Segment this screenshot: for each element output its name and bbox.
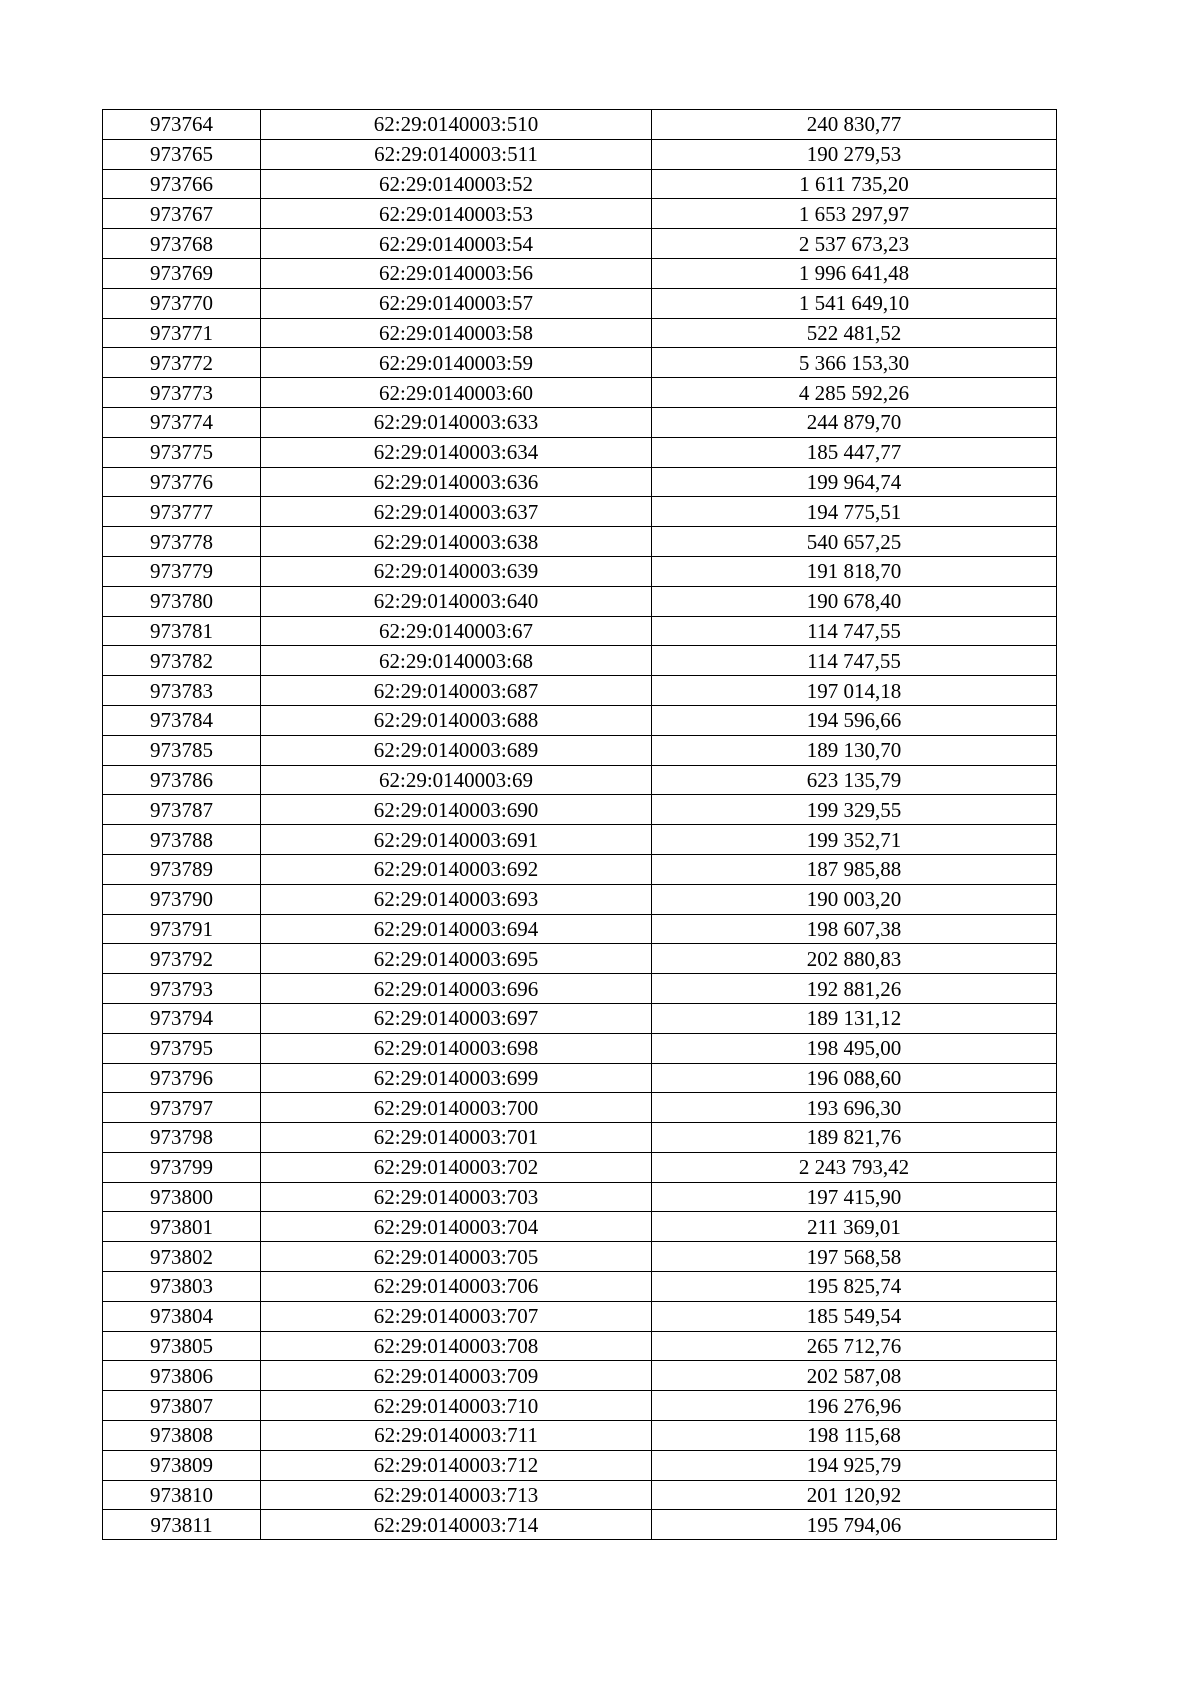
cadastral-value-cell: 185 447,77 bbox=[652, 437, 1057, 467]
cadastral-value-cell: 198 115,68 bbox=[652, 1421, 1057, 1451]
cadastral-number-cell: 62:29:0140003:701 bbox=[261, 1123, 652, 1153]
table-row bbox=[103, 199, 1057, 229]
record-number-cell: 973772 bbox=[103, 348, 261, 378]
table-row bbox=[103, 378, 1057, 408]
cadastral-value-cell: 1 653 297,97 bbox=[652, 199, 1057, 229]
table-row bbox=[103, 974, 1057, 1004]
cadastral-value-cell: 2 537 673,23 bbox=[652, 229, 1057, 259]
record-number-cell: 973780 bbox=[103, 586, 261, 616]
cadastral-number-cell: 62:29:0140003:710 bbox=[261, 1391, 652, 1421]
record-number-cell: 973778 bbox=[103, 527, 261, 557]
cadastral-number-cell: 62:29:0140003:688 bbox=[261, 705, 652, 735]
table-row bbox=[103, 616, 1057, 646]
cadastral-value-cell: 244 879,70 bbox=[652, 407, 1057, 437]
cadastral-value-cell: 198 607,38 bbox=[652, 914, 1057, 944]
table-row bbox=[103, 1212, 1057, 1242]
table-row bbox=[103, 497, 1057, 527]
table-row bbox=[103, 139, 1057, 169]
table-row bbox=[103, 1003, 1057, 1033]
record-number-cell: 973810 bbox=[103, 1480, 261, 1510]
cadastral-value-cell: 197 568,58 bbox=[652, 1242, 1057, 1272]
cadastral-value-cell: 522 481,52 bbox=[652, 318, 1057, 348]
table-row bbox=[103, 1272, 1057, 1302]
cadastral-number-cell: 62:29:0140003:712 bbox=[261, 1450, 652, 1480]
cadastral-number-cell: 62:29:0140003:704 bbox=[261, 1212, 652, 1242]
cadastral-value-cell: 1 996 641,48 bbox=[652, 258, 1057, 288]
cadastral-value-cell: 198 495,00 bbox=[652, 1033, 1057, 1063]
cadastral-value-cell: 5 366 153,30 bbox=[652, 348, 1057, 378]
cadastral-value-cell: 114 747,55 bbox=[652, 646, 1057, 676]
record-number-cell: 973775 bbox=[103, 437, 261, 467]
record-number-cell: 973795 bbox=[103, 1033, 261, 1063]
record-number-cell: 973804 bbox=[103, 1301, 261, 1331]
cadastral-number-cell: 62:29:0140003:694 bbox=[261, 914, 652, 944]
cadastral-value-cell: 194 596,66 bbox=[652, 705, 1057, 735]
record-number-cell: 973784 bbox=[103, 705, 261, 735]
cadastral-number-cell: 62:29:0140003:640 bbox=[261, 586, 652, 616]
cadastral-value-cell: 265 712,76 bbox=[652, 1331, 1057, 1361]
record-number-cell: 973792 bbox=[103, 944, 261, 974]
table-row bbox=[103, 1093, 1057, 1123]
cadastral-value-cell: 195 825,74 bbox=[652, 1272, 1057, 1302]
record-number-cell: 973776 bbox=[103, 467, 261, 497]
cadastral-number-cell: 62:29:0140003:510 bbox=[261, 110, 652, 140]
cadastral-number-cell: 62:29:0140003:69 bbox=[261, 765, 652, 795]
record-number-cell: 973809 bbox=[103, 1450, 261, 1480]
cadastral-value-cell: 190 678,40 bbox=[652, 586, 1057, 616]
cadastral-number-cell: 62:29:0140003:690 bbox=[261, 795, 652, 825]
cadastral-value-cell: 623 135,79 bbox=[652, 765, 1057, 795]
cadastral-number-cell: 62:29:0140003:637 bbox=[261, 497, 652, 527]
table-row bbox=[103, 795, 1057, 825]
cadastral-number-cell: 62:29:0140003:60 bbox=[261, 378, 652, 408]
record-number-cell: 973801 bbox=[103, 1212, 261, 1242]
cadastral-value-cell: 202 880,83 bbox=[652, 944, 1057, 974]
cadastral-number-cell: 62:29:0140003:695 bbox=[261, 944, 652, 974]
cadastral-number-cell: 62:29:0140003:689 bbox=[261, 735, 652, 765]
record-number-cell: 973790 bbox=[103, 884, 261, 914]
cadastral-number-cell: 62:29:0140003:703 bbox=[261, 1182, 652, 1212]
cadastral-value-cell: 201 120,92 bbox=[652, 1480, 1057, 1510]
record-number-cell: 973769 bbox=[103, 258, 261, 288]
cadastral-value-cell: 189 821,76 bbox=[652, 1123, 1057, 1153]
cadastral-number-cell: 62:29:0140003:633 bbox=[261, 407, 652, 437]
table-row bbox=[103, 1421, 1057, 1451]
cadastral-number-cell: 62:29:0140003:59 bbox=[261, 348, 652, 378]
table-row bbox=[103, 229, 1057, 259]
cadastral-number-cell: 62:29:0140003:699 bbox=[261, 1063, 652, 1093]
table-row bbox=[103, 258, 1057, 288]
cadastral-number-cell: 62:29:0140003:691 bbox=[261, 825, 652, 855]
record-number-cell: 973789 bbox=[103, 854, 261, 884]
table-row bbox=[103, 556, 1057, 586]
record-number-cell: 973767 bbox=[103, 199, 261, 229]
table-row bbox=[103, 288, 1057, 318]
record-number-cell: 973781 bbox=[103, 616, 261, 646]
record-number-cell: 973805 bbox=[103, 1331, 261, 1361]
cadastral-number-cell: 62:29:0140003:707 bbox=[261, 1301, 652, 1331]
cadastral-number-cell: 62:29:0140003:713 bbox=[261, 1480, 652, 1510]
record-number-cell: 973797 bbox=[103, 1093, 261, 1123]
cadastral-number-cell: 62:29:0140003:709 bbox=[261, 1361, 652, 1391]
cadastral-number-cell: 62:29:0140003:700 bbox=[261, 1093, 652, 1123]
cadastral-value-cell: 190 279,53 bbox=[652, 139, 1057, 169]
table-row bbox=[103, 1182, 1057, 1212]
table-row bbox=[103, 646, 1057, 676]
record-number-cell: 973807 bbox=[103, 1391, 261, 1421]
record-number-cell: 973800 bbox=[103, 1182, 261, 1212]
cadastral-value-cell: 199 352,71 bbox=[652, 825, 1057, 855]
table-row bbox=[103, 348, 1057, 378]
record-number-cell: 973774 bbox=[103, 407, 261, 437]
cadastral-value-cell: 1 611 735,20 bbox=[652, 169, 1057, 199]
cadastral-value-cell: 187 985,88 bbox=[652, 854, 1057, 884]
cadastral-number-cell: 62:29:0140003:693 bbox=[261, 884, 652, 914]
cadastral-number-cell: 62:29:0140003:692 bbox=[261, 854, 652, 884]
table-row bbox=[103, 1331, 1057, 1361]
cadastral-value-cell: 193 696,30 bbox=[652, 1093, 1057, 1123]
record-number-cell: 973777 bbox=[103, 497, 261, 527]
cadastral-value-cell: 211 369,01 bbox=[652, 1212, 1057, 1242]
table-row bbox=[103, 467, 1057, 497]
record-number-cell: 973799 bbox=[103, 1152, 261, 1182]
cadastral-number-cell: 62:29:0140003:57 bbox=[261, 288, 652, 318]
record-number-cell: 973794 bbox=[103, 1003, 261, 1033]
cadastral-number-cell: 62:29:0140003:687 bbox=[261, 676, 652, 706]
record-number-cell: 973803 bbox=[103, 1272, 261, 1302]
cadastral-value-cell: 2 243 793,42 bbox=[652, 1152, 1057, 1182]
table-row bbox=[103, 705, 1057, 735]
table-row bbox=[103, 914, 1057, 944]
cadastral-value-cell: 189 131,12 bbox=[652, 1003, 1057, 1033]
cadastral-number-cell: 62:29:0140003:636 bbox=[261, 467, 652, 497]
table-row bbox=[103, 884, 1057, 914]
cadastral-value-cell: 195 794,06 bbox=[652, 1510, 1057, 1540]
cadastral-value-cell: 194 925,79 bbox=[652, 1450, 1057, 1480]
record-number-cell: 973798 bbox=[103, 1123, 261, 1153]
record-number-cell: 973766 bbox=[103, 169, 261, 199]
cadastral-number-cell: 62:29:0140003:702 bbox=[261, 1152, 652, 1182]
cadastral-number-cell: 62:29:0140003:697 bbox=[261, 1003, 652, 1033]
cadastral-value-cell: 185 549,54 bbox=[652, 1301, 1057, 1331]
table-row bbox=[103, 1510, 1057, 1540]
record-number-cell: 973764 bbox=[103, 110, 261, 140]
table-row bbox=[103, 1450, 1057, 1480]
cadastral-value-cell: 202 587,08 bbox=[652, 1361, 1057, 1391]
cadastral-number-cell: 62:29:0140003:53 bbox=[261, 199, 652, 229]
cadastral-number-cell: 62:29:0140003:54 bbox=[261, 229, 652, 259]
cadastral-value-cell: 194 775,51 bbox=[652, 497, 1057, 527]
table-row bbox=[103, 527, 1057, 557]
cadastral-value-cell: 114 747,55 bbox=[652, 616, 1057, 646]
cadastral-number-cell: 62:29:0140003:705 bbox=[261, 1242, 652, 1272]
cadastral-value-cell: 540 657,25 bbox=[652, 527, 1057, 557]
record-number-cell: 973806 bbox=[103, 1361, 261, 1391]
cadastral-value-cell: 189 130,70 bbox=[652, 735, 1057, 765]
cadastral-value-cell: 190 003,20 bbox=[652, 884, 1057, 914]
cadastral-number-cell: 62:29:0140003:68 bbox=[261, 646, 652, 676]
record-number-cell: 973783 bbox=[103, 676, 261, 706]
record-number-cell: 973768 bbox=[103, 229, 261, 259]
cadastral-value-cell: 240 830,77 bbox=[652, 110, 1057, 140]
cadastral-number-cell: 62:29:0140003:52 bbox=[261, 169, 652, 199]
table-row bbox=[103, 586, 1057, 616]
table-row bbox=[103, 944, 1057, 974]
cadastral-number-cell: 62:29:0140003:711 bbox=[261, 1421, 652, 1451]
cadastral-number-cell: 62:29:0140003:634 bbox=[261, 437, 652, 467]
cadastral-value-cell: 196 276,96 bbox=[652, 1391, 1057, 1421]
cadastral-value-cell: 1 541 649,10 bbox=[652, 288, 1057, 318]
cadastral-number-cell: 62:29:0140003:638 bbox=[261, 527, 652, 557]
table-row bbox=[103, 1480, 1057, 1510]
record-number-cell: 973770 bbox=[103, 288, 261, 318]
table-row bbox=[103, 407, 1057, 437]
cadastral-number-cell: 62:29:0140003:511 bbox=[261, 139, 652, 169]
record-number-cell: 973802 bbox=[103, 1242, 261, 1272]
table-row bbox=[103, 676, 1057, 706]
record-number-cell: 973808 bbox=[103, 1421, 261, 1451]
cadastral-number-cell: 62:29:0140003:706 bbox=[261, 1272, 652, 1302]
cadastral-value-cell: 192 881,26 bbox=[652, 974, 1057, 1004]
cadastral-value-cell: 191 818,70 bbox=[652, 556, 1057, 586]
table-row bbox=[103, 1123, 1057, 1153]
record-number-cell: 973786 bbox=[103, 765, 261, 795]
cadastral-number-cell: 62:29:0140003:698 bbox=[261, 1033, 652, 1063]
record-number-cell: 973785 bbox=[103, 735, 261, 765]
table-row bbox=[103, 1152, 1057, 1182]
cadastral-number-cell: 62:29:0140003:67 bbox=[261, 616, 652, 646]
record-number-cell: 973793 bbox=[103, 974, 261, 1004]
record-number-cell: 973796 bbox=[103, 1063, 261, 1093]
cadastral-number-cell: 62:29:0140003:714 bbox=[261, 1510, 652, 1540]
cadastral-value-cell: 199 964,74 bbox=[652, 467, 1057, 497]
record-number-cell: 973779 bbox=[103, 556, 261, 586]
record-number-cell: 973811 bbox=[103, 1510, 261, 1540]
table-row bbox=[103, 318, 1057, 348]
cadastral-value-cell: 197 415,90 bbox=[652, 1182, 1057, 1212]
record-number-cell: 973782 bbox=[103, 646, 261, 676]
table-row bbox=[103, 765, 1057, 795]
table-row bbox=[103, 1242, 1057, 1272]
table-row bbox=[103, 854, 1057, 884]
cadastral-value-cell: 199 329,55 bbox=[652, 795, 1057, 825]
table-row bbox=[103, 825, 1057, 855]
table-row bbox=[103, 1033, 1057, 1063]
record-number-cell: 973773 bbox=[103, 378, 261, 408]
table-row bbox=[103, 437, 1057, 467]
record-number-cell: 973787 bbox=[103, 795, 261, 825]
table-row bbox=[103, 735, 1057, 765]
cadastral-value-cell: 4 285 592,26 bbox=[652, 378, 1057, 408]
cadastral-value-cell: 197 014,18 bbox=[652, 676, 1057, 706]
table-row bbox=[103, 110, 1057, 140]
table-row bbox=[103, 169, 1057, 199]
cadastral-number-cell: 62:29:0140003:639 bbox=[261, 556, 652, 586]
cadastral-value-table bbox=[102, 109, 1057, 1540]
cadastral-number-cell: 62:29:0140003:58 bbox=[261, 318, 652, 348]
cadastral-number-cell: 62:29:0140003:708 bbox=[261, 1331, 652, 1361]
record-number-cell: 973771 bbox=[103, 318, 261, 348]
table-row bbox=[103, 1391, 1057, 1421]
table-body bbox=[103, 110, 1057, 1540]
record-number-cell: 973788 bbox=[103, 825, 261, 855]
cadastral-value-cell: 196 088,60 bbox=[652, 1063, 1057, 1093]
table-row bbox=[103, 1301, 1057, 1331]
record-number-cell: 973765 bbox=[103, 139, 261, 169]
table-row bbox=[103, 1361, 1057, 1391]
cadastral-number-cell: 62:29:0140003:696 bbox=[261, 974, 652, 1004]
record-number-cell: 973791 bbox=[103, 914, 261, 944]
table-row bbox=[103, 1063, 1057, 1093]
cadastral-number-cell: 62:29:0140003:56 bbox=[261, 258, 652, 288]
